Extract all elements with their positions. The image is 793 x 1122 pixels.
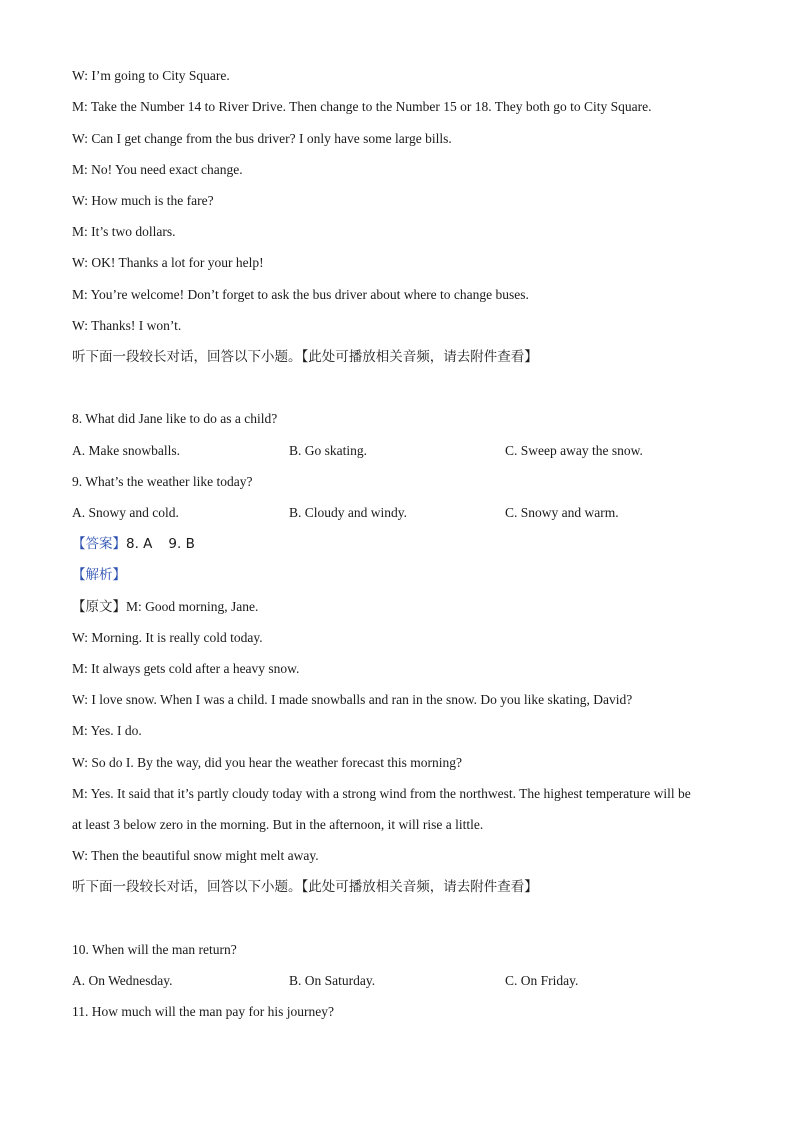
- options-row-q8: [72, 441, 712, 461]
- dialogue-line: W: Thanks! I won’t.: [72, 318, 182, 333]
- option-b: B. On Saturday.: [289, 973, 376, 988]
- listening-instruction: 听下面一段较长对话，回答以下小题。【此处可播放相关音频，请去附件查看】: [72, 349, 538, 365]
- dialogue-line: M: Yes. It said that it’s partly cloudy today with a strong wind from the northwest. The highest temperature will be: [72, 786, 691, 801]
- question-10: 10. When will the man return?: [72, 942, 237, 957]
- option-a: A. Make snowballs.: [72, 443, 180, 458]
- dialogue-line: M: Good morning, Jane.: [126, 599, 259, 614]
- option-b: B. Go skating.: [289, 443, 368, 458]
- answer-label: 【答案】: [72, 536, 126, 552]
- question-11: 11. How much will the man pay for his journey?: [72, 1004, 334, 1019]
- option-c: C. Snowy and warm.: [505, 505, 619, 520]
- option-a: A. Snowy and cold.: [72, 505, 179, 520]
- options-row-q9: [72, 503, 712, 523]
- dialogue-line: at least 3 below zero in the morning. But in the afternoon, it will rise a little.: [72, 817, 484, 832]
- dialogue-line: W: I’m going to City Square.: [72, 68, 230, 83]
- answer-9: 9. B: [168, 536, 195, 552]
- dialogue-line: M: It always gets cold after a heavy snow.: [72, 661, 300, 676]
- transcript-label: 【原文】: [72, 599, 126, 615]
- option-c: C. On Friday.: [505, 973, 579, 988]
- dialogue-line: W: So do I. By the way, did you hear the weather forecast this morning?: [72, 755, 463, 770]
- question-8: 8. What did Jane like to do as a child?: [72, 411, 278, 426]
- transcript-first-line: [72, 597, 258, 617]
- options-row-q10: [72, 971, 712, 991]
- dialogue-line: W: How much is the fare?: [72, 193, 214, 208]
- listening-instruction: 听下面一段较长对话，回答以下小题。【此处可播放相关音频，请去附件查看】: [72, 879, 538, 895]
- option-a: A. On Wednesday.: [72, 973, 173, 988]
- answer-line: [72, 534, 195, 554]
- dialogue-line: W: I love snow. When I was a child. I made snowballs and ran in the snow. Do you like skating, David?: [72, 692, 633, 707]
- option-b: B. Cloudy and windy.: [289, 505, 407, 520]
- analysis-label: 【解析】: [72, 567, 126, 583]
- answer-8: 8. A: [126, 536, 153, 552]
- dialogue-line: M: Yes. I do.: [72, 723, 142, 738]
- dialogue-line: W: OK! Thanks a lot for your help!: [72, 255, 264, 270]
- dialogue-line: W: Can I get change from the bus driver? I only have some large bills.: [72, 131, 452, 146]
- dialogue-line: W: Morning. It is really cold today.: [72, 630, 263, 645]
- dialogue-line: M: You’re welcome! Don’t forget to ask the bus driver about where to change buses.: [72, 287, 529, 302]
- dialogue-line: W: Then the beautiful snow might melt away.: [72, 848, 319, 863]
- dialogue-line: M: Take the Number 14 to River Drive. Then change to the Number 15 or 18. They both go to City Square.: [72, 99, 652, 114]
- dialogue-line: M: It’s two dollars.: [72, 224, 176, 239]
- dialogue-line: M: No! You need exact change.: [72, 162, 243, 177]
- option-c: C. Sweep away the snow.: [505, 443, 643, 458]
- question-9: 9. What’s the weather like today?: [72, 474, 253, 489]
